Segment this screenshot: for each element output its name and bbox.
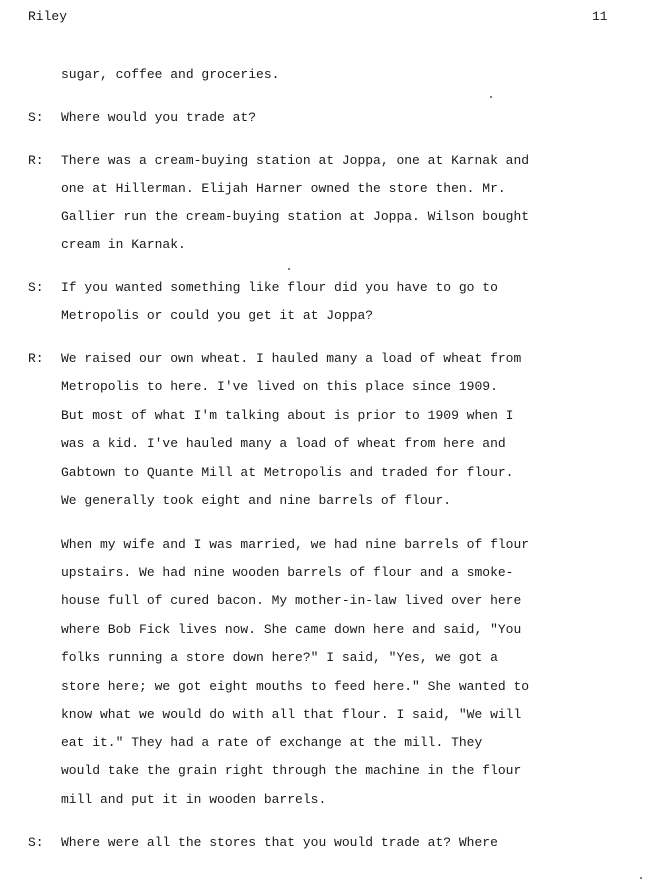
body-line: eat it." They had a rate of exchange at the mill. They	[61, 735, 483, 750]
body-line: know what we would do with all that flour. I said, "We will	[61, 707, 522, 722]
scan-speck	[288, 268, 290, 270]
speaker-label: R:	[28, 153, 44, 168]
body-line: cream in Karnak.	[61, 237, 186, 252]
body-line: Metropolis to here. I've lived on this place since 1909.	[61, 379, 498, 394]
body-line: folks running a store down here?" I said, "Yes, we got a	[61, 650, 498, 665]
body-line: There was a cream-buying station at Joppa, one at Karnak and	[61, 153, 530, 168]
body-line: Where were all the stores that you would trade at? Where	[61, 835, 498, 850]
speaker-label: R:	[28, 351, 44, 366]
body-line: house full of cured bacon. My mother-in-law lived over here	[61, 593, 522, 608]
body-line: sugar, coffee and groceries.	[61, 67, 280, 82]
body-line: Gallier run the cream-buying station at Joppa. Wilson bought	[61, 209, 530, 224]
body-line: If you wanted something like flour did you have to go to	[61, 280, 498, 295]
speaker-label: S:	[28, 280, 44, 295]
body-line: But most of what I'm talking about is prior to 1909 when I	[61, 408, 514, 423]
speaker-label: S:	[28, 835, 44, 850]
body-line: upstairs. We had nine wooden barrels of flour and a smoke-	[61, 565, 514, 580]
body-line: Where would you trade at?	[61, 110, 257, 125]
body-line: one at Hillerman. Elijah Harner owned the store then. Mr.	[61, 181, 506, 196]
body-line: When my wife and I was married, we had nine barrels of flour	[61, 537, 530, 552]
page-number: 11	[592, 9, 608, 24]
body-line: would take the grain right through the machine in the flour	[61, 763, 522, 778]
header-name: Riley	[28, 9, 68, 24]
speaker-label: S:	[28, 110, 44, 125]
scan-speck	[490, 96, 492, 98]
body-line: where Bob Fick lives now. She came down here and said, "You	[61, 622, 522, 637]
body-line: Gabtown to Quante Mill at Metropolis and traded for flour.	[61, 465, 514, 480]
scan-speck	[640, 877, 642, 879]
body-line: mill and put it in wooden barrels.	[61, 792, 327, 807]
body-line: was a kid. I've hauled many a load of wheat from here and	[61, 436, 506, 451]
body-line: We raised our own wheat. I hauled many a load of wheat from	[61, 351, 522, 366]
body-line: Metropolis or could you get it at Joppa?	[61, 308, 374, 323]
body-line: We generally took eight and nine barrels of flour.	[61, 493, 452, 508]
body-line: store here; we got eight mouths to feed here." She wanted to	[61, 679, 530, 694]
